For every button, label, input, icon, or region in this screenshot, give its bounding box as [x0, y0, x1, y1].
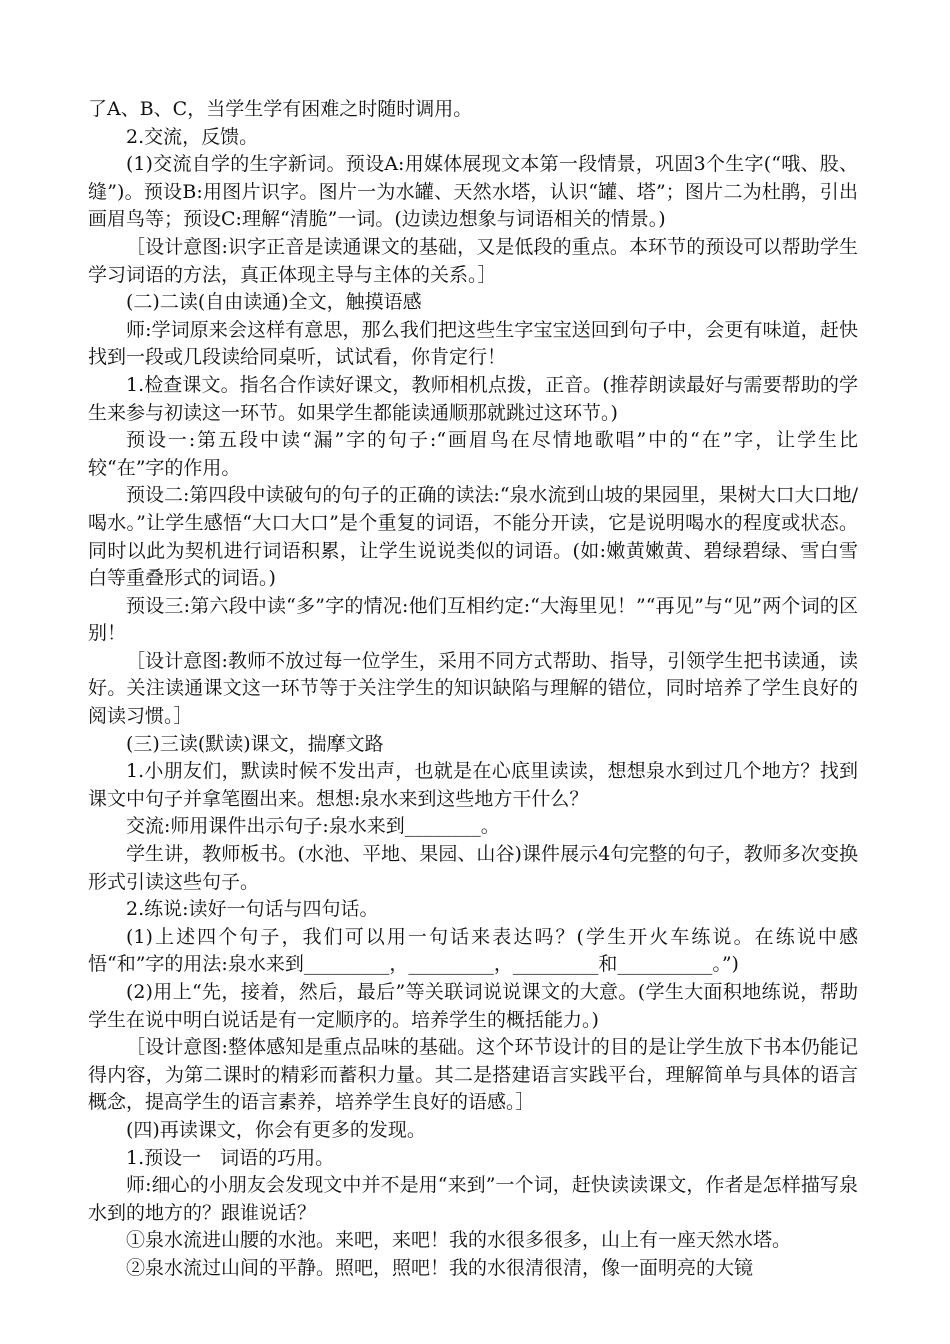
paragraph-exchange-heading: 2.交流，反馈。	[126, 125, 259, 148]
paragraph-preset-word-usage: 1.预设一 词语的巧用。	[126, 1146, 335, 1169]
paragraph-student-talk: 学生讲，教师板书。(水池、平地、果园、山谷)课件展示4句完整的句子，教师多次变换形式引读这些句子。	[88, 843, 858, 893]
section-heading-2: (二)二读(自由读通)全文，触摸语感	[126, 291, 422, 314]
paragraph-practice-heading: 2.练说:读好一句话与四句话。	[126, 898, 379, 921]
paragraph-silent-reading: 1.小朋友们，默读时候不发出声，也就是在心底里读读，想想泉水到过几个地方？找到课文中句子并拿笔圈出来。想想:泉水来到这些地方干什么？	[88, 760, 858, 810]
paragraph-design-intent-2: ［设计意图:教师不放过每一位学生，采用不同方式帮助、指导，引领学生把书读通，读好。关注读通课文这一环节等于关注学生的知识缺陷与理解的错位，同时培养了学生良好的阅读习惯。］	[88, 649, 858, 728]
paragraph-preset-1: 预设一:第五段中读“漏”字的句子:“画眉鸟在尽情地歌唱”中的“在”字，让学生比较“在”字的作用。	[88, 429, 858, 479]
paragraph-practice-2: (2)用上“先，接着，然后，最后”等关联词说说课文的大意。(学生大面积地练说，帮助学生在说中明白说话是有一定顺序的。培养学生的概括能力。)	[88, 981, 858, 1031]
section-heading-3: (三)三读(默读)课文，揣摩文路	[126, 732, 384, 755]
paragraph-continuation: 了A、B、C，当学生学有困难之时随时调用。	[88, 98, 473, 120]
paragraph-teacher-prompt-2: 师:细心的小朋友会发现文中并不是用“来到”一个词，赶快读读课文，作者是怎样描写泉水到的地方的？跟谁说话？	[88, 1174, 858, 1224]
paragraph-design-intent-1: ［设计意图:识字正音是读通课文的基础，又是低段的重点。本环节的预设可以帮助学生学习词语的方法，真正体现主导与主体的关系。］	[88, 235, 858, 286]
paragraph-preset-2: 预设二:第四段中读破句的句子的正确的读法:“泉水流到山坡的果园里，果树大口大口地/喝水。”让学生感悟“大口大口”是个重复的词语，不能分开读，它是说明喝水的程度或状态。同时以此为契机进行词语积累，让学生说说类似的词语。(如:嫩黄嫩黄、碧绿碧绿、雪白雪白等重叠形式的词语。)	[88, 484, 858, 590]
paragraph-check-text: 1.检查课文。指名合作读好课文，教师相机点拨，正音。(推荐朗读最好与需要帮助的学生来参与初读这一环节。如果学生都能读通顺那就跳过这环节。)	[88, 373, 858, 424]
section-heading-4: (四)再读课文，你会有更多的发现。	[126, 1118, 426, 1141]
paragraph-sentence-2: ②泉水流过山间的平静。照吧，照吧！我的水很清很清，像一面明亮的大镜	[126, 1256, 754, 1279]
document-page	[88, 96, 858, 1283]
paragraph-teacher-prompt-1: 师:学词原来会这样有意思，那么我们把这些生字宝宝送回到句子中，会更有味道，赶快找到一段或几段读给同桌听，试试看，你肯定行！	[88, 318, 858, 369]
paragraph-exchange-sentence: 交流:师用课件出示句子:泉水来到________。	[126, 815, 500, 838]
paragraph-design-intent-3: ［设计意图:整体感知是重点品味的基础。这个环节设计的目的是让学生放下书本仍能记得内容，为第二课时的精彩而蓄积力量。其二是搭建语言实践平台，理解简单与具体的语言概念，提高学生的语言素养，培养学生良好的语感。］	[88, 1036, 858, 1114]
paragraph-practice-1: (1)上述四个句子，我们可以用一句话来表达吗？(学生开火车练说。在练说中感悟“和”字的用法:泉水来到_________，_________，_________和__________。”)	[88, 925, 858, 976]
paragraph-preset-3: 预设三:第六段中读“多”字的情况:他们互相约定:“大海里见！”“再见”与“见”两个词的区别！	[88, 594, 858, 645]
paragraph-vocab-presets: (1)交流自学的生字新词。预设A:用媒体展现文本第一段情景，巩固3个生字(“哦、股、缝”)。预设B:用图片识字。图片一为水罐、天然水塔，认识“罐、塔”；图片二为杜鹃，引出画眉鸟等；预设C:理解“清脆”一词。(边读边想象与词语相关的情景。)	[88, 153, 858, 231]
paragraph-sentence-1: ①泉水流进山腰的水池。来吧，来吧！我的水很多很多，山上有一座天然水塔。	[126, 1229, 792, 1252]
